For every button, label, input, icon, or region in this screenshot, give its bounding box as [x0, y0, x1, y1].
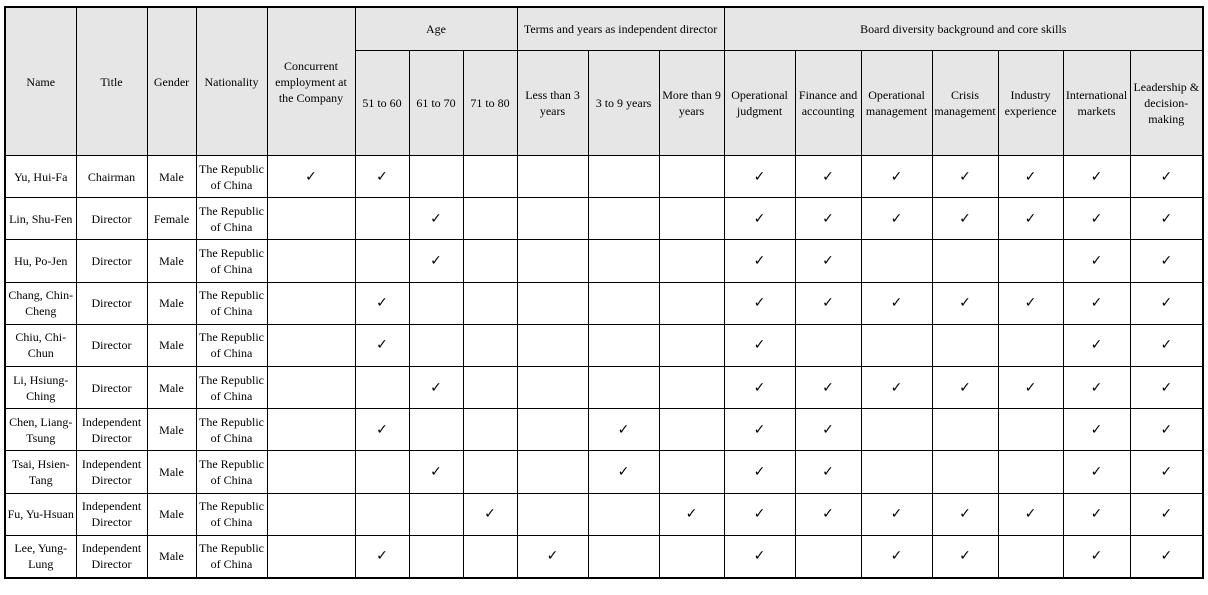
check-mark-icon: ✓	[959, 548, 971, 565]
header-terms-3-9: 3 to 9 years	[588, 51, 659, 156]
check-mark-icon: ✓	[1160, 421, 1173, 438]
check-mark-icon: ✓	[753, 295, 766, 312]
check-mark-icon: ✓	[822, 210, 834, 227]
check-mark-icon: ✓	[1024, 506, 1037, 523]
terms-cell	[659, 366, 724, 408]
check-mark-icon: ✓	[1090, 421, 1103, 438]
director-gender: Male	[147, 409, 196, 451]
check-mark-icon: ✓	[376, 168, 388, 185]
terms-cell	[517, 451, 588, 493]
terms-cell	[517, 156, 588, 198]
terms-cell	[517, 409, 588, 451]
skill-cell	[998, 366, 1063, 408]
skill-cell	[795, 493, 861, 535]
skill-cell	[861, 535, 932, 578]
skill-cell	[861, 282, 932, 324]
skill-cell	[932, 409, 998, 451]
concurrent-cell	[267, 198, 355, 240]
terms-cell	[517, 493, 588, 535]
check-mark-icon: ✓	[1160, 337, 1173, 354]
header-skill-finance-accounting: Finance and accounting	[795, 51, 861, 156]
check-mark-icon: ✓	[376, 548, 388, 565]
age-cell	[355, 535, 409, 578]
check-mark-icon: ✓	[430, 379, 442, 396]
check-mark-icon: ✓	[1160, 548, 1173, 565]
director-nationality: The Republic of China	[196, 451, 267, 493]
check-mark-icon: ✓	[430, 463, 442, 480]
age-cell	[409, 366, 463, 408]
header-name: Name	[5, 7, 76, 156]
check-mark-icon: ✓	[959, 379, 971, 396]
terms-cell	[659, 451, 724, 493]
director-name: Chiu, Chi-Chun	[5, 324, 76, 366]
director-gender: Male	[147, 156, 196, 198]
director-nationality: The Republic of China	[196, 156, 267, 198]
check-mark-icon: ✓	[890, 548, 903, 565]
skill-cell	[724, 409, 795, 451]
skill-cell	[724, 156, 795, 198]
check-mark-icon: ✓	[890, 379, 903, 396]
header-age-51-60: 51 to 60	[355, 51, 409, 156]
check-mark-icon: ✓	[822, 252, 834, 269]
terms-cell	[588, 366, 659, 408]
header-terms-gt9: More than 9 years	[659, 51, 724, 156]
skill-cell	[1130, 198, 1203, 240]
check-mark-icon: ✓	[1090, 506, 1103, 523]
skill-cell	[998, 198, 1063, 240]
director-title: Independent Director	[76, 451, 147, 493]
director-nationality: The Republic of China	[196, 535, 267, 578]
age-cell	[409, 240, 463, 282]
skill-cell	[795, 366, 861, 408]
check-mark-icon: ✓	[1090, 548, 1103, 565]
terms-cell	[659, 535, 724, 578]
header-terms-lt3: Less than 3 years	[517, 51, 588, 156]
table-row	[5, 282, 1203, 324]
skill-cell	[795, 282, 861, 324]
terms-cell	[659, 493, 724, 535]
concurrent-cell	[267, 451, 355, 493]
age-cell	[463, 324, 517, 366]
age-cell	[355, 324, 409, 366]
skill-cell	[1130, 156, 1203, 198]
check-mark-icon: ✓	[376, 337, 388, 354]
age-cell	[463, 366, 517, 408]
director-nationality: The Republic of China	[196, 409, 267, 451]
skill-cell	[998, 282, 1063, 324]
director-title: Director	[76, 324, 147, 366]
director-title: Director	[76, 366, 147, 408]
check-mark-icon: ✓	[484, 506, 496, 523]
director-gender: Male	[147, 451, 196, 493]
director-gender: Male	[147, 240, 196, 282]
skill-cell	[724, 451, 795, 493]
skill-cell	[1063, 240, 1130, 282]
age-cell	[409, 156, 463, 198]
header-age-group: Age	[355, 7, 517, 51]
header-concurrent: Concurrent employment at the Company	[267, 7, 355, 156]
director-name: Li, Hsiung-Ching	[5, 366, 76, 408]
skill-cell	[1130, 366, 1203, 408]
age-cell	[409, 493, 463, 535]
age-cell	[463, 198, 517, 240]
director-nationality: The Republic of China	[196, 493, 267, 535]
age-cell	[409, 451, 463, 493]
director-name: Fu, Yu-Hsuan	[5, 493, 76, 535]
check-mark-icon: ✓	[753, 337, 766, 354]
age-cell	[355, 198, 409, 240]
check-mark-icon: ✓	[1090, 463, 1103, 480]
skill-cell	[724, 240, 795, 282]
check-mark-icon: ✓	[890, 210, 903, 227]
concurrent-cell	[267, 324, 355, 366]
table-row	[5, 156, 1203, 198]
header-skills-group: Board diversity background and core skills	[724, 7, 1203, 51]
terms-cell	[659, 240, 724, 282]
skill-cell	[861, 240, 932, 282]
skill-cell	[795, 535, 861, 578]
terms-cell	[517, 240, 588, 282]
skill-cell	[861, 324, 932, 366]
skill-cell	[795, 156, 861, 198]
director-gender: Female	[147, 198, 196, 240]
check-mark-icon: ✓	[822, 379, 834, 396]
table-body	[5, 156, 1203, 578]
terms-cell	[517, 535, 588, 578]
check-mark-icon: ✓	[1024, 295, 1037, 312]
skill-cell	[724, 366, 795, 408]
check-mark-icon: ✓	[1160, 463, 1173, 480]
director-name: Lin, Shu-Fen	[5, 198, 76, 240]
table-row	[5, 198, 1203, 240]
skill-cell	[795, 409, 861, 451]
table-row	[5, 409, 1203, 451]
skill-cell	[795, 240, 861, 282]
check-mark-icon: ✓	[1090, 168, 1103, 185]
check-mark-icon: ✓	[546, 548, 559, 565]
header-skill-operational-judgment: Operational judgment	[724, 51, 795, 156]
skill-cell	[1130, 535, 1203, 578]
header-skill-international-markets: International markets	[1063, 51, 1130, 156]
age-cell	[409, 198, 463, 240]
check-mark-icon: ✓	[1090, 295, 1103, 312]
director-gender: Male	[147, 535, 196, 578]
table-row	[5, 240, 1203, 282]
skill-cell	[1063, 324, 1130, 366]
terms-cell	[517, 366, 588, 408]
concurrent-cell	[267, 535, 355, 578]
director-title: Chairman	[76, 156, 147, 198]
board-diversity-table	[4, 6, 1204, 579]
skill-cell	[1063, 451, 1130, 493]
check-mark-icon: ✓	[305, 168, 317, 185]
terms-cell	[588, 451, 659, 493]
terms-cell	[659, 324, 724, 366]
table-row	[5, 535, 1203, 578]
terms-cell	[588, 324, 659, 366]
age-cell	[355, 493, 409, 535]
terms-cell	[588, 409, 659, 451]
check-mark-icon: ✓	[430, 252, 442, 269]
check-mark-icon: ✓	[959, 168, 971, 185]
check-mark-icon: ✓	[1090, 337, 1103, 354]
skill-cell	[724, 493, 795, 535]
skill-cell	[724, 535, 795, 578]
header-skill-industry-experience: Industry experience	[998, 51, 1063, 156]
age-cell	[355, 156, 409, 198]
skill-cell	[1063, 282, 1130, 324]
age-cell	[463, 451, 517, 493]
skill-cell	[861, 451, 932, 493]
director-name: Yu, Hui-Fa	[5, 156, 76, 198]
director-nationality: The Republic of China	[196, 240, 267, 282]
director-gender: Male	[147, 282, 196, 324]
skill-cell	[998, 324, 1063, 366]
header-skill-crisis-management: Crisis management	[932, 51, 998, 156]
check-mark-icon: ✓	[1160, 506, 1173, 523]
check-mark-icon: ✓	[753, 379, 766, 396]
age-cell	[355, 409, 409, 451]
check-mark-icon: ✓	[753, 506, 766, 523]
director-gender: Male	[147, 493, 196, 535]
check-mark-icon: ✓	[1160, 252, 1173, 269]
skill-cell	[932, 493, 998, 535]
terms-cell	[517, 282, 588, 324]
header-age-61-70: 61 to 70	[409, 51, 463, 156]
director-title: Director	[76, 282, 147, 324]
director-nationality: The Republic of China	[196, 324, 267, 366]
header-skill-leadership: Leadership & decision-making	[1130, 51, 1203, 156]
skill-cell	[1063, 198, 1130, 240]
table-row	[5, 451, 1203, 493]
skill-cell	[861, 493, 932, 535]
concurrent-cell	[267, 366, 355, 408]
age-cell	[463, 409, 517, 451]
skill-cell	[932, 240, 998, 282]
check-mark-icon: ✓	[822, 506, 834, 523]
check-mark-icon: ✓	[822, 421, 834, 438]
check-mark-icon: ✓	[685, 506, 698, 523]
terms-cell	[659, 198, 724, 240]
terms-cell	[588, 493, 659, 535]
check-mark-icon: ✓	[822, 295, 834, 312]
skill-cell	[861, 156, 932, 198]
check-mark-icon: ✓	[753, 421, 766, 438]
check-mark-icon: ✓	[376, 421, 388, 438]
age-cell	[409, 535, 463, 578]
table-row	[5, 366, 1203, 408]
check-mark-icon: ✓	[959, 295, 971, 312]
skill-cell	[1063, 493, 1130, 535]
director-title: Independent Director	[76, 535, 147, 578]
skill-cell	[932, 366, 998, 408]
skill-cell	[932, 282, 998, 324]
skill-cell	[998, 535, 1063, 578]
skill-cell	[1063, 156, 1130, 198]
check-mark-icon: ✓	[753, 463, 766, 480]
check-mark-icon: ✓	[753, 252, 766, 269]
skill-cell	[998, 240, 1063, 282]
director-nationality: The Republic of China	[196, 366, 267, 408]
check-mark-icon: ✓	[1160, 168, 1173, 185]
skill-cell	[724, 282, 795, 324]
header-title: Title	[76, 7, 147, 156]
skill-cell	[998, 409, 1063, 451]
check-mark-icon: ✓	[753, 548, 766, 565]
header-gender: Gender	[147, 7, 196, 156]
check-mark-icon: ✓	[376, 295, 388, 312]
terms-cell	[588, 198, 659, 240]
skill-cell	[932, 535, 998, 578]
concurrent-cell	[267, 282, 355, 324]
check-mark-icon: ✓	[1160, 295, 1173, 312]
concurrent-cell	[267, 156, 355, 198]
terms-cell	[659, 282, 724, 324]
terms-cell	[588, 156, 659, 198]
age-cell	[355, 366, 409, 408]
check-mark-icon: ✓	[617, 421, 630, 438]
check-mark-icon: ✓	[1160, 210, 1173, 227]
terms-cell	[588, 535, 659, 578]
skill-cell	[1063, 535, 1130, 578]
director-name: Chen, Liang-Tsung	[5, 409, 76, 451]
director-title: Director	[76, 198, 147, 240]
skill-cell	[795, 451, 861, 493]
check-mark-icon: ✓	[890, 506, 903, 523]
director-name: Tsai, Hsien-Tang	[5, 451, 76, 493]
check-mark-icon: ✓	[890, 295, 903, 312]
check-mark-icon: ✓	[959, 210, 971, 227]
skill-cell	[998, 493, 1063, 535]
director-name: Hu, Po-Jen	[5, 240, 76, 282]
check-mark-icon: ✓	[1090, 252, 1103, 269]
director-name: Lee, Yung-Lung	[5, 535, 76, 578]
director-gender: Male	[147, 324, 196, 366]
check-mark-icon: ✓	[753, 168, 766, 185]
skill-cell	[1130, 282, 1203, 324]
skill-cell	[998, 451, 1063, 493]
terms-cell	[659, 156, 724, 198]
check-mark-icon: ✓	[1024, 379, 1037, 396]
terms-cell	[517, 324, 588, 366]
age-cell	[463, 282, 517, 324]
table-row	[5, 493, 1203, 535]
skill-cell	[932, 324, 998, 366]
skill-cell	[724, 324, 795, 366]
header-nationality: Nationality	[196, 7, 267, 156]
skill-cell	[795, 198, 861, 240]
age-cell	[355, 240, 409, 282]
check-mark-icon: ✓	[1090, 210, 1103, 227]
skill-cell	[1063, 409, 1130, 451]
header-skill-operational-management: Operational management	[861, 51, 932, 156]
director-name: Chang, Chin-Cheng	[5, 282, 76, 324]
check-mark-icon: ✓	[822, 463, 834, 480]
header-age-71-80: 71 to 80	[463, 51, 517, 156]
check-mark-icon: ✓	[959, 506, 971, 523]
check-mark-icon: ✓	[822, 168, 834, 185]
header-terms-group: Terms and years as independent director	[517, 7, 724, 51]
skill-cell	[861, 198, 932, 240]
terms-cell	[517, 198, 588, 240]
concurrent-cell	[267, 240, 355, 282]
skill-cell	[998, 156, 1063, 198]
skill-cell	[1130, 324, 1203, 366]
terms-cell	[659, 409, 724, 451]
skill-cell	[932, 198, 998, 240]
director-gender: Male	[147, 366, 196, 408]
check-mark-icon: ✓	[890, 168, 903, 185]
skill-cell	[1130, 451, 1203, 493]
skill-cell	[932, 156, 998, 198]
check-mark-icon: ✓	[1024, 168, 1037, 185]
age-cell	[463, 240, 517, 282]
skill-cell	[1063, 366, 1130, 408]
check-mark-icon: ✓	[617, 463, 630, 480]
skill-cell	[1130, 240, 1203, 282]
table-row	[5, 324, 1203, 366]
age-cell	[463, 535, 517, 578]
skill-cell	[1130, 409, 1203, 451]
director-nationality: The Republic of China	[196, 198, 267, 240]
age-cell	[463, 156, 517, 198]
skill-cell	[724, 198, 795, 240]
age-cell	[355, 282, 409, 324]
terms-cell	[588, 282, 659, 324]
director-title: Independent Director	[76, 493, 147, 535]
skill-cell	[795, 324, 861, 366]
age-cell	[409, 324, 463, 366]
age-cell	[409, 409, 463, 451]
check-mark-icon: ✓	[430, 210, 442, 227]
check-mark-icon: ✓	[753, 210, 766, 227]
director-title: Independent Director	[76, 409, 147, 451]
skill-cell	[861, 409, 932, 451]
age-cell	[409, 282, 463, 324]
concurrent-cell	[267, 409, 355, 451]
skill-cell	[1130, 493, 1203, 535]
skill-cell	[861, 366, 932, 408]
terms-cell	[588, 240, 659, 282]
check-mark-icon: ✓	[1160, 379, 1173, 396]
check-mark-icon: ✓	[1090, 379, 1103, 396]
director-title: Director	[76, 240, 147, 282]
age-cell	[463, 493, 517, 535]
skill-cell	[932, 451, 998, 493]
director-nationality: The Republic of China	[196, 282, 267, 324]
concurrent-cell	[267, 493, 355, 535]
check-mark-icon: ✓	[1024, 210, 1037, 227]
age-cell	[355, 451, 409, 493]
